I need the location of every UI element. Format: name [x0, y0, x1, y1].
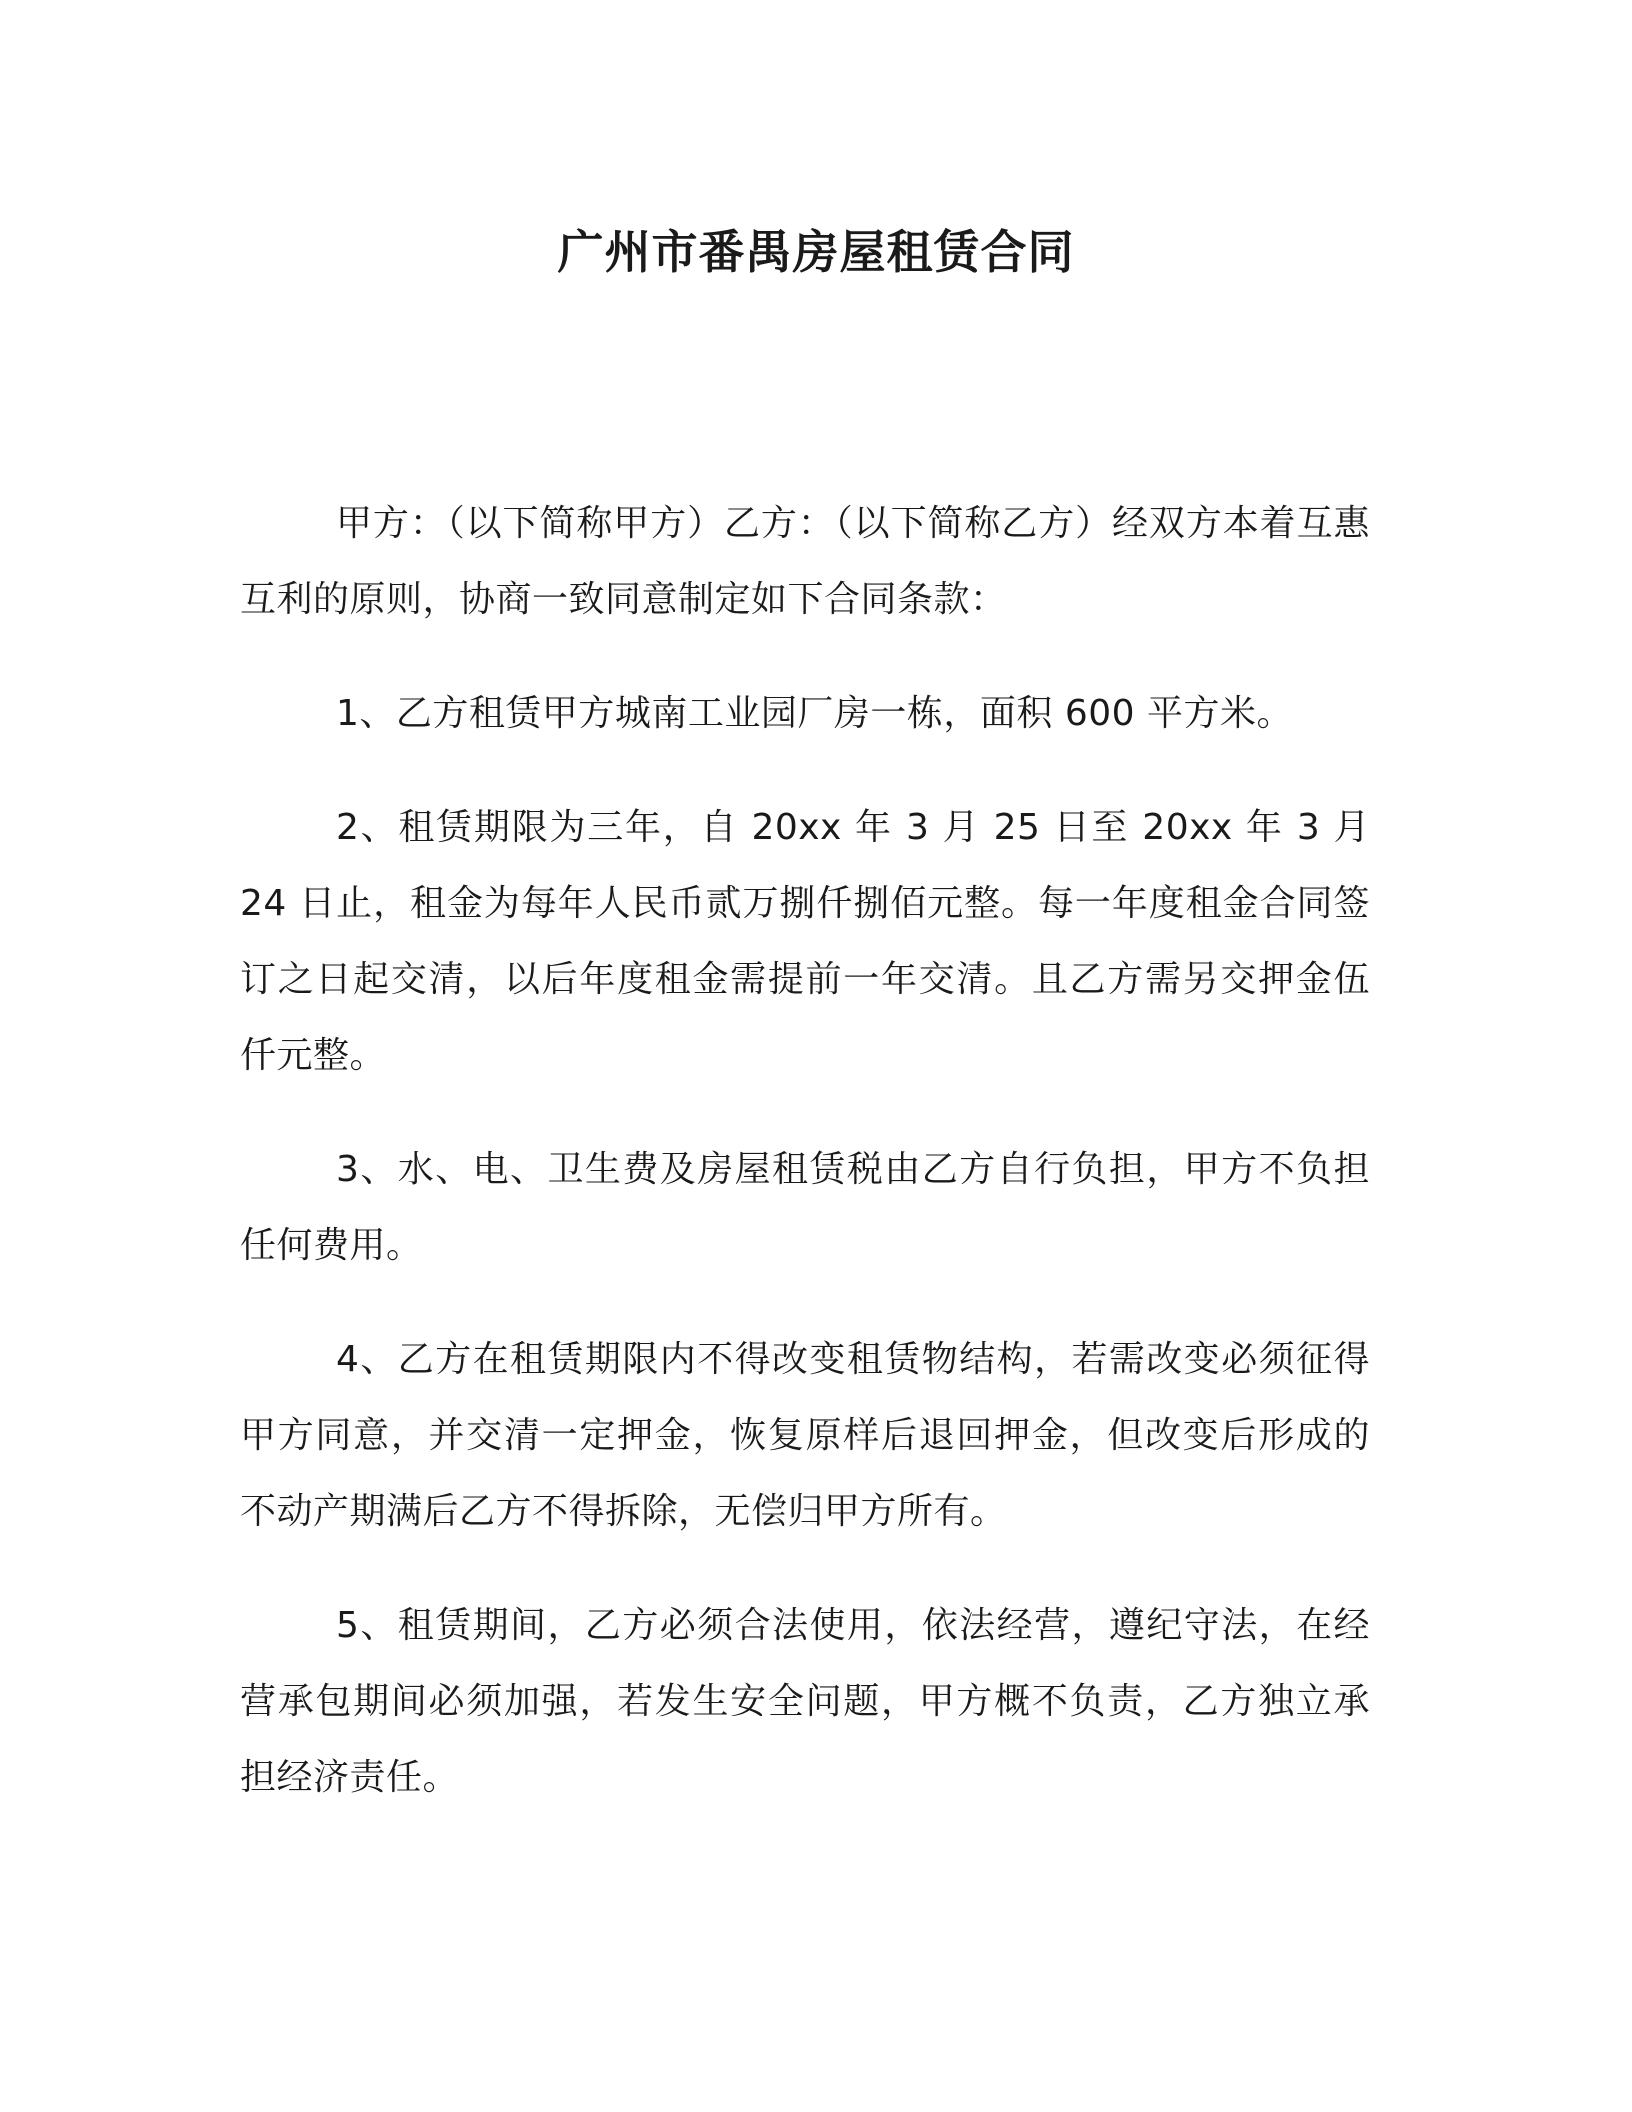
clause-2-paragraph: 2、租赁期限为三年，自 20xx 年 3 月 25 日至 20xx 年 3 月 24 日止，租金为每年人民币贰万捌仟捌佰元整。每一年度租金合同签订之日起交清，以后年度租金需提前一年交清。且乙方需另交押金伍仟元整。: [240, 807, 1370, 1076]
document-title: 广州市番禺房屋租赁合同: [557, 225, 1075, 279]
clause-1-paragraph: 1、乙方租赁甲方城南工业园厂房一栋，面积 600 平方米。: [336, 693, 1294, 734]
clause-5-paragraph: 5、租赁期间，乙方必须合法使用，依法经营，遵纪守法，在经营承包期间必须加强，若发生安全问题，甲方概不负责，乙方独立承担经济责任。: [240, 1605, 1370, 1798]
document-body: [240, 486, 1370, 1854]
clause-3-paragraph: 3、水、电、卫生费及房屋租赁税由乙方自行负担，甲方不负担任何费用。: [240, 1149, 1370, 1266]
clause-4-paragraph: 4、乙方在租赁期限内不得改变租赁物结构，若需改变必须征得甲方同意，并交清一定押金，恢复原样后退回押金，但改变后形成的不动产期满后乙方不得拆除，无偿归甲方所有。: [240, 1339, 1370, 1532]
preamble-paragraph: 甲方：（以下简称甲方）乙方：（以下简称乙方）经双方本着互惠互利的原则，协商一致同意制定如下合同条款：: [240, 503, 1370, 620]
